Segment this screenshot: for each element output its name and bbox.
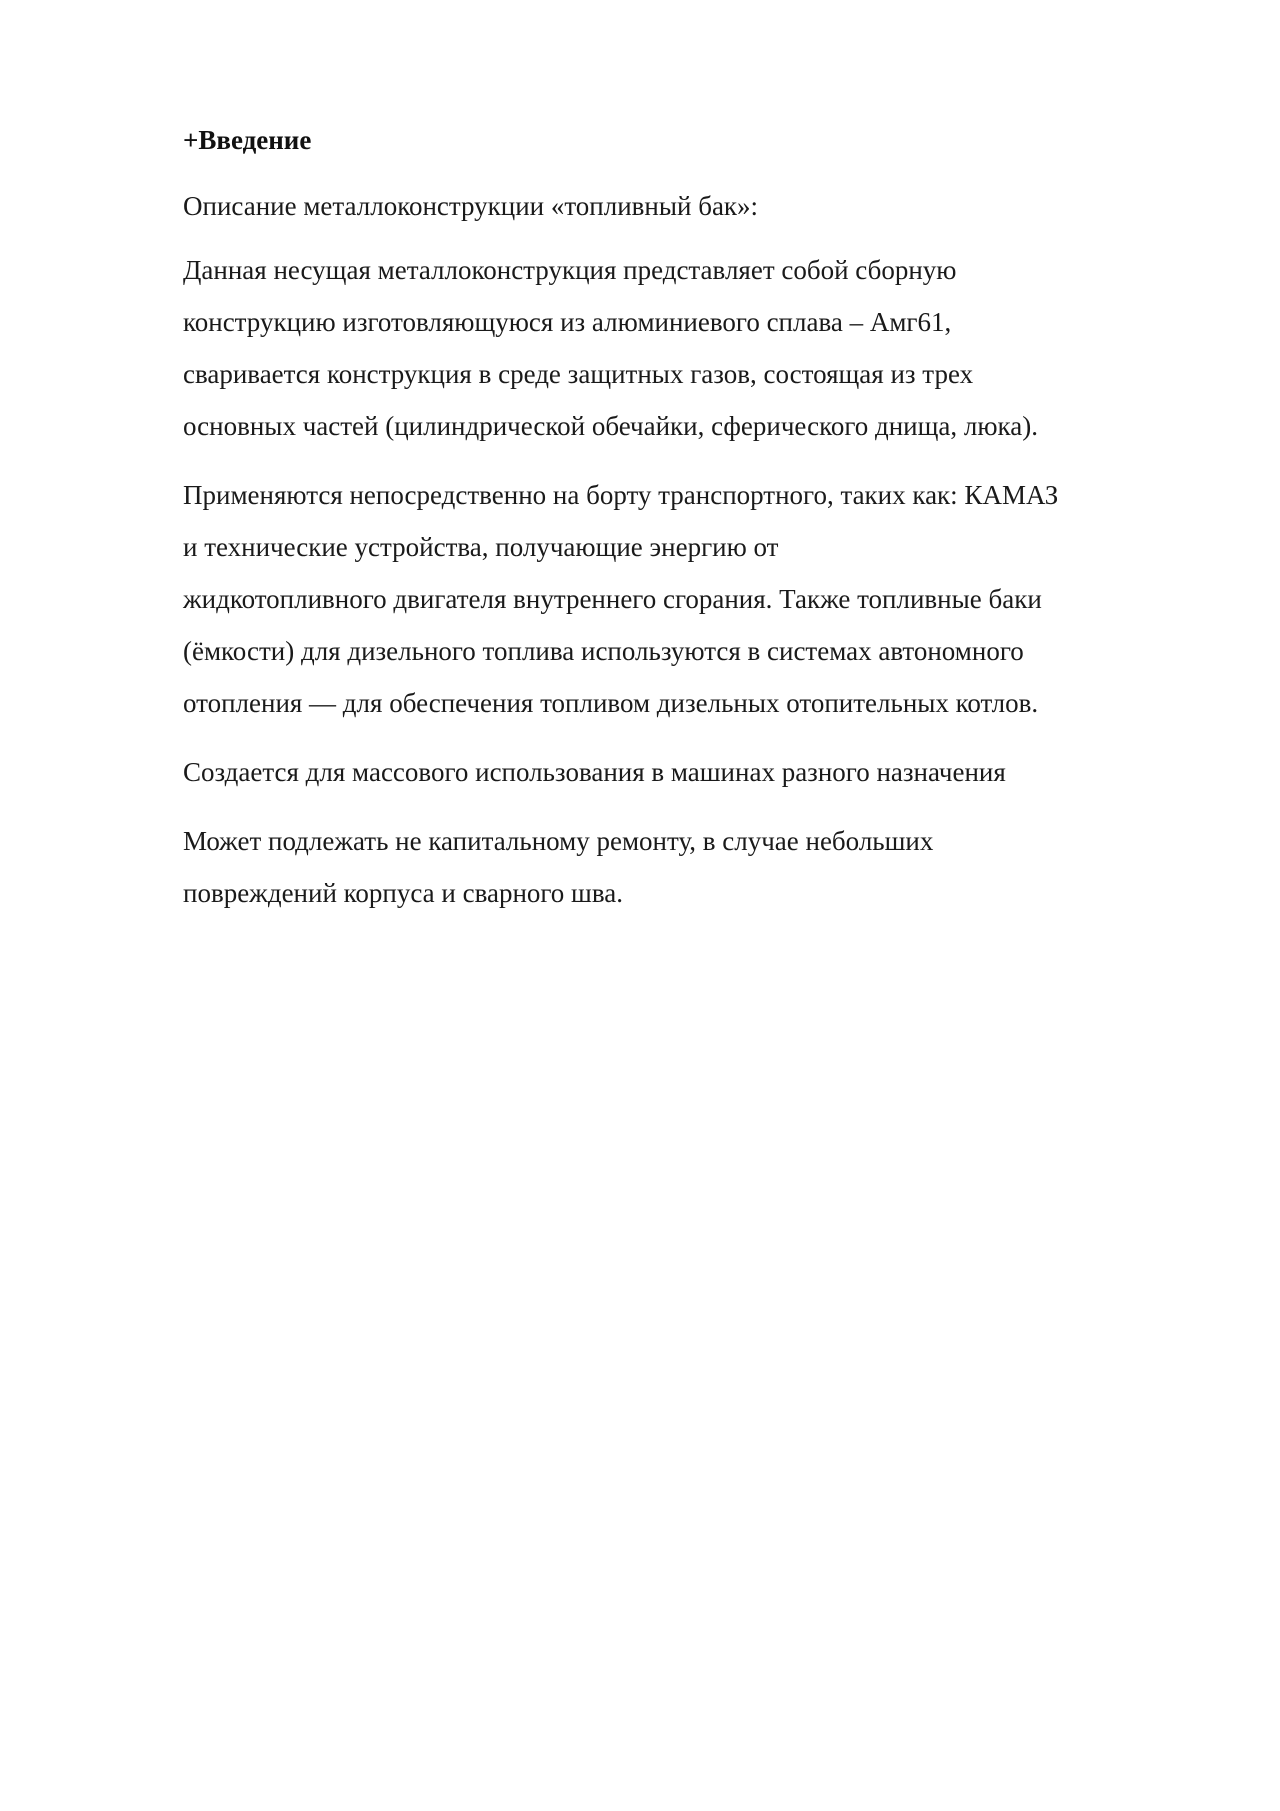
paragraph-application [183, 469, 1183, 729]
document-body [183, 118, 1183, 936]
text-line: отопления — для обеспечения топливом дизельных отопительных котлов. [183, 688, 1039, 718]
text-line: основных частей (цилиндрической обечайки, сферического днища, люка). [183, 411, 1038, 441]
text-line: жидкотопливного двигателя внутреннего сгорания. Также топливные баки [183, 584, 1042, 614]
text-line: повреждений корпуса и сварного шва. [183, 878, 623, 908]
text-line: Создается для массового использования в машинах разного назначения [183, 757, 1006, 787]
paragraph-repair [183, 815, 1183, 919]
paragraph-description-title [183, 180, 1183, 232]
text-line: конструкцию изготовляющуюся из алюминиевого сплава – Амг61, [183, 307, 952, 337]
text-line: и технические устройства, получающие энергию от [183, 532, 779, 562]
text-line: (ёмкости) для дизельного топлива используются в системах автономного [183, 636, 1024, 666]
text-line: Применяются непосредственно на борту транспортного, таких как: КАМАЗ [183, 480, 1059, 510]
text-line: сваривается конструкция в среде защитных газов, состоящая из трех [183, 359, 974, 389]
paragraph-construction [183, 244, 1183, 452]
paragraph-mass-use [183, 746, 1183, 798]
text-line: Описание металлоконструкции «топливный бак»: [183, 191, 759, 221]
text-line: Может подлежать не капитальному ремонту, в случае небольших [183, 826, 934, 856]
text-line: Данная несущая металлоконструкция представляет собой сборную [183, 255, 957, 285]
section-heading: +Введение [183, 125, 312, 155]
